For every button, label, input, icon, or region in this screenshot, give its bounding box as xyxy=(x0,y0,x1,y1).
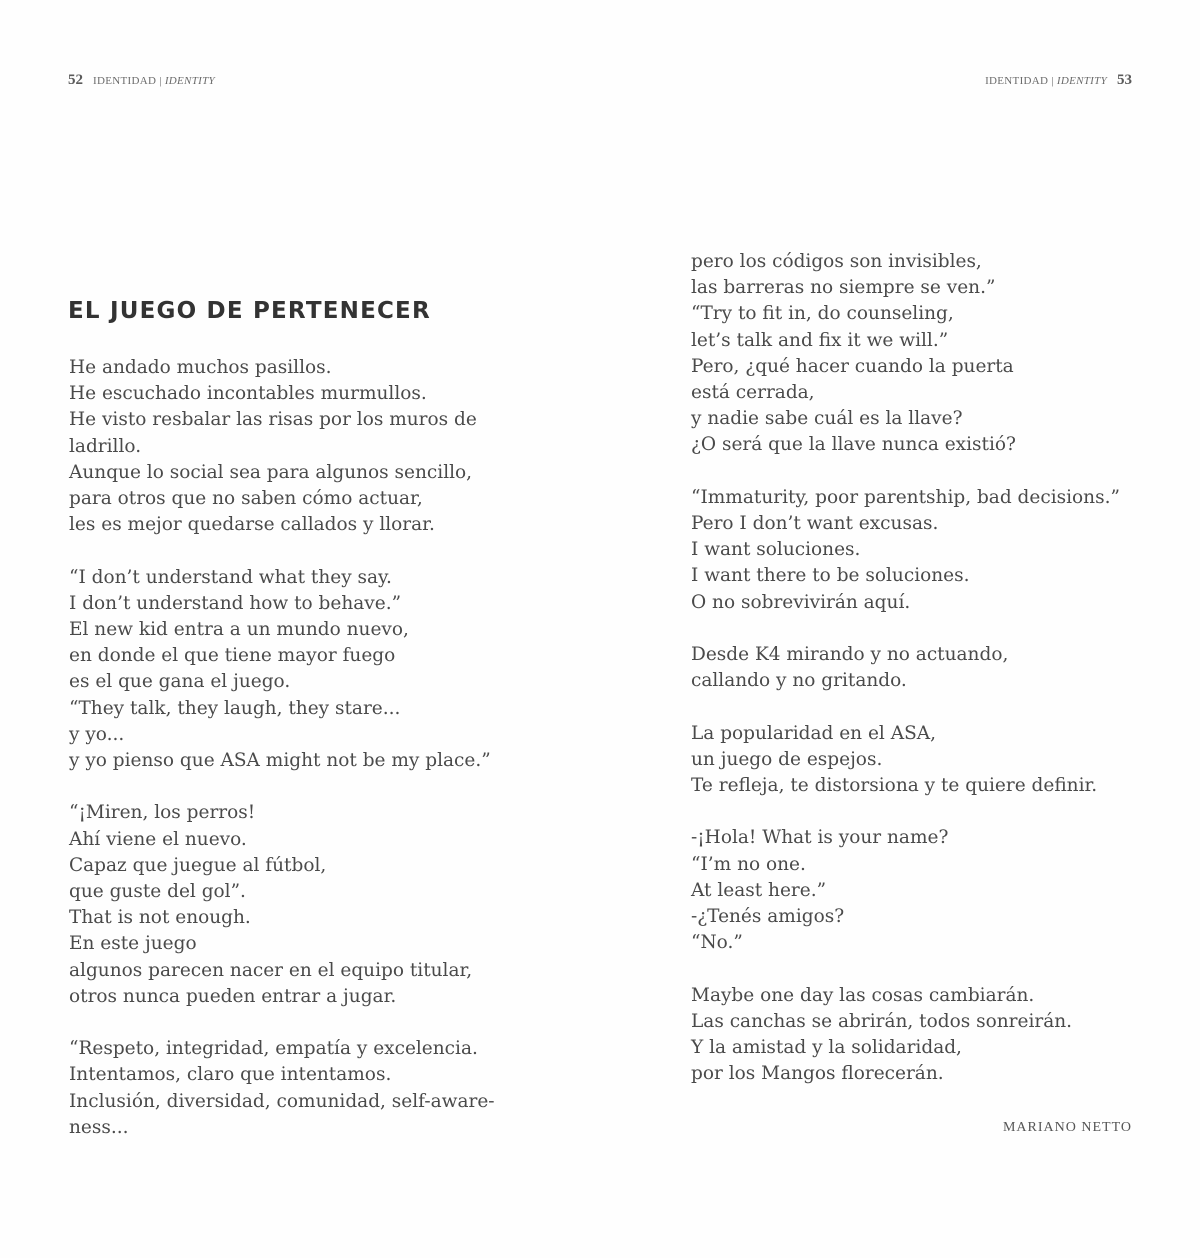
poem-line: para otros que no saben cómo actuar, xyxy=(69,488,423,510)
poem-line: es el que gana el juego. xyxy=(69,671,291,693)
poem-line: O no sobrevivirán aquí. xyxy=(691,591,911,613)
poem-line: Ahí viene el nuevo. xyxy=(69,828,247,850)
poem-line: He escuchado incontables murmullos. xyxy=(69,383,427,405)
poem-line: “Respeto, integridad, empatía y excelencia. xyxy=(69,1038,478,1060)
poem-line: un juego de espejos. xyxy=(691,748,883,770)
poem-line: “Try to fit in, do counseling, xyxy=(691,303,954,325)
poem-line: That is not enough. xyxy=(69,907,251,929)
stanza xyxy=(691,249,1141,459)
poem-line: y nadie sabe cuál es la llave? xyxy=(691,408,963,430)
stanza xyxy=(69,565,529,775)
right-section-es: IDENTIDAD xyxy=(985,75,1049,87)
poem-line: está cerrada, xyxy=(691,382,815,404)
left-section-label xyxy=(93,75,215,87)
stanza xyxy=(69,1036,529,1141)
poem-line: ness... xyxy=(69,1116,129,1138)
poem-line: Desde K4 mirando y no actuando, xyxy=(691,644,1009,666)
poem-line: ¿O será que la llave nunca existió? xyxy=(691,434,1016,456)
poem-line: I don’t understand how to behave.” xyxy=(69,592,402,614)
poem-line: I want there to be soluciones. xyxy=(691,565,970,587)
poem-line: y yo... xyxy=(69,723,125,745)
poem-line: At least here.” xyxy=(691,879,827,901)
poem-line: let’s talk and fix it we will.” xyxy=(691,329,949,351)
poem-title: EL JUEGO DE PERTENECER xyxy=(68,298,431,324)
poem-line: las barreras no siempre se ven.” xyxy=(691,277,996,299)
poem-line: Inclusión, diversidad, comunidad, self-aware- xyxy=(69,1090,495,1112)
poem-right-column xyxy=(691,249,1141,1087)
right-section-label xyxy=(985,75,1107,87)
stanza xyxy=(691,721,1141,800)
poem-line: otros nunca pueden entrar a jugar. xyxy=(69,985,397,1007)
stanza xyxy=(69,800,529,1010)
poem-line: Aunque lo social sea para algunos sencillo, xyxy=(69,461,473,483)
poem-line: “They talk, they laugh, they stare... xyxy=(69,697,401,719)
stanza xyxy=(691,485,1141,616)
poem-line: “¡Miren, los perros! xyxy=(69,802,256,824)
poem-line: Y la amistad y la solidaridad, xyxy=(691,1037,962,1059)
poem-line: Capaz que juegue al fútbol, xyxy=(69,854,327,876)
poem-line: que guste del gol”. xyxy=(69,881,246,903)
poem-line: y yo pienso que ASA might not be my place.” xyxy=(69,750,491,772)
poem-line: Pero, ¿qué hacer cuando la puerta xyxy=(691,355,1014,377)
poem-line: El new kid entra a un mundo nuevo, xyxy=(69,619,409,641)
stanza xyxy=(69,355,529,538)
poem-line: por los Mangos florecerán. xyxy=(691,1063,944,1085)
poem-line: He visto resbalar las risas por los muros de xyxy=(69,409,477,431)
poem-line: Te refleja, te distorsiona y te quiere definir. xyxy=(691,775,1098,797)
poem-line: “I’m no one. xyxy=(691,853,806,875)
poem-line: ladrillo. xyxy=(69,435,142,457)
poem-line: I want soluciones. xyxy=(691,539,861,561)
poem-line: algunos parecen nacer en el equipo titular, xyxy=(69,959,473,981)
right-section-en: IDENTITY xyxy=(1056,75,1107,87)
poem-line: -¿Tenés amigos? xyxy=(691,906,845,928)
poem-left-column xyxy=(69,355,529,1141)
stanza xyxy=(691,825,1141,956)
left-page-number: 52 xyxy=(68,72,83,88)
poem-line: Las canchas se abrirán, todos sonreirán. xyxy=(691,1010,1073,1032)
right-page-header xyxy=(985,72,1132,89)
poem-author: MARIANO NETTO xyxy=(1002,1120,1132,1135)
poem-line: -¡Hola! What is your name? xyxy=(691,827,949,849)
poem-line: les es mejor quedarse callados y llorar. xyxy=(69,514,435,536)
right-page-number: 53 xyxy=(1117,72,1132,88)
poem-line: en donde el que tiene mayor fuego xyxy=(69,645,396,667)
stanza xyxy=(691,642,1141,694)
right-section-separator: | xyxy=(1051,75,1054,87)
stanza xyxy=(691,983,1141,1088)
poem-line: callando y no gritando. xyxy=(691,670,907,692)
poem-line: Intentamos, claro que intentamos. xyxy=(69,1064,392,1086)
poem-line: “No.” xyxy=(691,932,743,954)
left-section-en: IDENTITY xyxy=(164,75,215,87)
poem-line: pero los códigos son invisibles, xyxy=(691,251,982,272)
left-section-es: IDENTIDAD xyxy=(93,75,157,87)
left-section-separator: | xyxy=(159,75,162,87)
poem-line: He andado muchos pasillos. xyxy=(69,357,332,378)
poem-line: En este juego xyxy=(69,933,197,955)
poem-line: “I don’t understand what they say. xyxy=(69,566,392,588)
left-page-header xyxy=(68,72,215,89)
poem-line: La popularidad en el ASA, xyxy=(691,722,936,744)
poem-line: Maybe one day las cosas cambiarán. xyxy=(691,984,1035,1006)
poem-line: Pero I don’t want excusas. xyxy=(691,513,939,535)
poem-line: “Immaturity, poor parentship, bad decisions.” xyxy=(691,486,1120,508)
